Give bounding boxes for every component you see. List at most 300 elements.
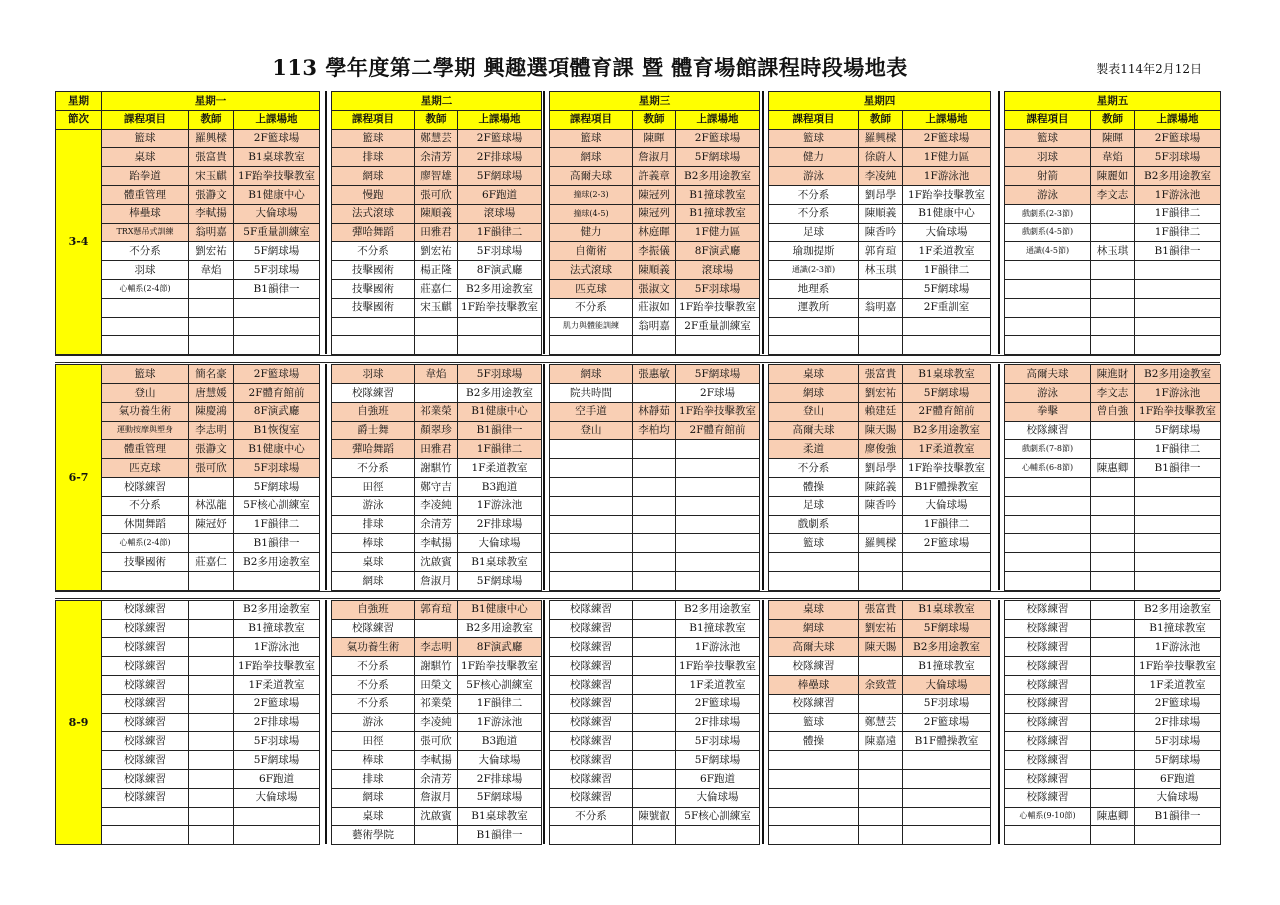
course-cell: 校隊練習 [1004, 656, 1091, 676]
teacher-cell: 翁明嘉 [632, 317, 676, 337]
venue-cell: 8F演武廳 [675, 241, 760, 261]
teacher-cell [858, 552, 903, 572]
teacher-cell: 顏翠珍 [414, 421, 458, 441]
venue-cell: 2F籃球場 [675, 129, 760, 149]
teacher-cell: 張可欣 [188, 458, 234, 478]
teacher-cell [1090, 713, 1135, 733]
course-cell: TRX懸吊式訓練 [101, 223, 189, 243]
course-cell [1004, 571, 1091, 591]
teacher-cell [1090, 298, 1135, 318]
teacher-cell [1090, 204, 1135, 224]
venue-cell [457, 317, 542, 337]
course-cell: 校隊練習 [549, 769, 633, 789]
teacher-cell [632, 825, 676, 845]
day-separator [325, 600, 327, 844]
course-cell: 校隊練習 [331, 619, 415, 639]
venue-cell: 1F跆拳技擊教室 [902, 458, 991, 478]
teacher-cell [632, 694, 676, 714]
course-cell: 院共時間 [549, 383, 633, 403]
teacher-cell [858, 825, 903, 845]
teacher-cell: 沈啟賓 [414, 807, 458, 827]
teacher-column-header: 教師 [858, 110, 903, 130]
teacher-cell: 沈啟賓 [414, 552, 458, 572]
venue-cell: B1韻律一 [457, 421, 542, 441]
teacher-cell: 陳銘義 [858, 477, 903, 497]
venue-cell: 2F籃球場 [902, 533, 991, 553]
course-cell: 瑜珈提斯 [768, 241, 859, 261]
block-divider [55, 355, 1220, 363]
venue-cell: B1韻律一 [1134, 241, 1221, 261]
day-header: 星期一 [101, 91, 320, 111]
venue-cell: B1桌球教室 [457, 552, 542, 572]
course-cell: 射箭 [1004, 166, 1091, 186]
venue-cell: 2F籃球場 [233, 129, 320, 149]
course-cell: 校隊練習 [549, 619, 633, 639]
course-cell [1004, 260, 1091, 280]
venue-cell: 1F韻律二 [233, 515, 320, 535]
venue-cell: B3跑道 [457, 477, 542, 497]
venue-column-header: 上課場地 [1134, 110, 1221, 130]
venue-cell [1134, 552, 1221, 572]
teacher-cell: 余清芳 [414, 515, 458, 535]
venue-cell: 大倫球場 [457, 533, 542, 553]
venue-cell: B2多用途教室 [233, 552, 320, 572]
teacher-cell [188, 477, 234, 497]
teacher-cell [632, 335, 676, 355]
course-cell [1004, 298, 1091, 318]
venue-cell: 1F游泳池 [1134, 637, 1221, 657]
course-cell [768, 788, 859, 808]
course-cell: 游泳 [1004, 185, 1091, 205]
teacher-cell: 陳嘉遠 [858, 731, 903, 751]
teacher-cell: 田榮文 [414, 675, 458, 695]
weekday-header: 星期 [55, 91, 102, 111]
teacher-cell [1090, 515, 1135, 535]
teacher-cell [1090, 335, 1135, 355]
venue-cell [1134, 279, 1221, 299]
teacher-cell: 林靜茹 [632, 402, 676, 422]
teacher-cell [1090, 750, 1135, 770]
course-cell [1004, 515, 1091, 535]
venue-cell: B1韻律一 [1134, 458, 1221, 478]
teacher-cell [188, 619, 234, 639]
teacher-cell: 陳香吟 [858, 496, 903, 516]
teacher-cell [632, 496, 676, 516]
venue-cell: 2F籃球場 [233, 364, 320, 384]
venue-cell: 6F跑道 [233, 769, 320, 789]
venue-cell: 大倫球場 [457, 750, 542, 770]
venue-cell: 1F跆拳技擊教室 [675, 656, 760, 676]
course-cell: 休閒舞蹈 [101, 515, 189, 535]
venue-cell: 1F跆拳技擊教室 [1134, 656, 1221, 676]
teacher-cell [188, 675, 234, 695]
teacher-cell [188, 656, 234, 676]
course-cell [768, 769, 859, 789]
course-cell: 田徑 [331, 731, 415, 751]
course-cell [768, 571, 859, 591]
course-cell [768, 750, 859, 770]
course-cell [549, 496, 633, 516]
venue-cell: B2多用途教室 [457, 383, 542, 403]
course-cell: 校隊練習 [101, 788, 189, 808]
venue-cell [233, 807, 320, 827]
venue-cell [1134, 298, 1221, 318]
teacher-cell [858, 515, 903, 535]
course-cell: 氣功養生術 [331, 637, 415, 657]
course-cell: 桌球 [331, 552, 415, 572]
teacher-cell [188, 600, 234, 620]
course-cell: 不分系 [549, 298, 633, 318]
venue-column-header: 上課場地 [902, 110, 991, 130]
venue-cell: 1F游泳池 [675, 637, 760, 657]
venue-cell: 1F跆拳技擊教室 [233, 656, 320, 676]
course-cell: 網球 [331, 788, 415, 808]
venue-cell: 2F體育館前 [675, 421, 760, 441]
teacher-cell: 李文志 [1090, 383, 1135, 403]
teacher-cell [1090, 694, 1135, 714]
teacher-cell: 羅興樑 [858, 129, 903, 149]
course-cell: 桌球 [331, 807, 415, 827]
course-cell: 技擊國術 [101, 552, 189, 572]
teacher-cell: 韋焰 [188, 260, 234, 280]
course-cell: 健力 [549, 223, 633, 243]
venue-cell: 1F柔道教室 [457, 458, 542, 478]
teacher-cell [632, 458, 676, 478]
course-cell: 排球 [331, 515, 415, 535]
course-cell: 自強班 [331, 600, 415, 620]
venue-cell: 1F韻律二 [1134, 439, 1221, 459]
teacher-cell: 張可欣 [414, 185, 458, 205]
teacher-cell: 劉宏祐 [414, 241, 458, 261]
day-separator [762, 600, 764, 844]
teacher-cell: 林泓龍 [188, 496, 234, 516]
teacher-cell [414, 317, 458, 337]
teacher-cell: 鄭慧芸 [414, 129, 458, 149]
venue-cell: 5F核心訓練室 [675, 807, 760, 827]
teacher-cell [858, 750, 903, 770]
venue-cell [675, 439, 760, 459]
course-cell: 網球 [549, 364, 633, 384]
course-cell: 校隊練習 [101, 731, 189, 751]
venue-cell [1134, 260, 1221, 280]
course-cell: 高爾夫球 [549, 166, 633, 186]
venue-cell: 1F柔道教室 [233, 675, 320, 695]
day-separator [543, 600, 545, 844]
teacher-column-header: 教師 [414, 110, 458, 130]
venue-cell: 1F韻律二 [1134, 204, 1221, 224]
teacher-cell: 張瀞文 [188, 185, 234, 205]
course-cell [549, 477, 633, 497]
venue-cell [902, 825, 991, 845]
course-cell: 不分系 [331, 656, 415, 676]
course-cell: 匹克球 [101, 458, 189, 478]
course-cell: 法式滾球 [331, 204, 415, 224]
course-cell: 網球 [768, 383, 859, 403]
course-cell: 校隊練習 [101, 675, 189, 695]
course-cell: 不分系 [331, 694, 415, 714]
course-cell: 校隊練習 [549, 788, 633, 808]
course-cell [768, 807, 859, 827]
course-cell: 登山 [768, 402, 859, 422]
venue-cell: 5F網球場 [902, 619, 991, 639]
teacher-cell [188, 750, 234, 770]
course-cell [768, 825, 859, 845]
venue-cell: B1健康中心 [233, 185, 320, 205]
day-header: 星期四 [768, 91, 991, 111]
venue-cell: 1F柔道教室 [1134, 675, 1221, 695]
venue-cell [902, 769, 991, 789]
venue-cell [902, 552, 991, 572]
teacher-cell [1090, 769, 1135, 789]
venue-cell: 2F排球場 [675, 713, 760, 733]
venue-cell: 1F跆拳技擊教室 [1134, 402, 1221, 422]
venue-cell: B2多用途教室 [902, 637, 991, 657]
venue-cell: 5F羽球場 [233, 458, 320, 478]
venue-cell: 5F重量訓練室 [233, 223, 320, 243]
teacher-cell: 詹淑月 [414, 788, 458, 808]
venue-cell [675, 533, 760, 553]
venue-cell: B1韻律一 [457, 825, 542, 845]
venue-cell: 1F游泳池 [233, 637, 320, 657]
venue-cell: B1健康中心 [457, 402, 542, 422]
course-cell: 校隊練習 [1004, 637, 1091, 657]
teacher-cell: 祁業榮 [414, 402, 458, 422]
teacher-cell [1090, 279, 1135, 299]
venue-cell: 1F韻律二 [457, 223, 542, 243]
teacher-cell: 劉宏祐 [858, 383, 903, 403]
teacher-cell [188, 533, 234, 553]
teacher-cell: 李文志 [1090, 185, 1135, 205]
venue-cell [233, 571, 320, 591]
course-cell [1004, 552, 1091, 572]
teacher-cell: 祁業榮 [414, 694, 458, 714]
teacher-cell: 簡名豪 [188, 364, 234, 384]
venue-cell: 5F網球場 [1134, 750, 1221, 770]
teacher-cell: 李凌純 [858, 166, 903, 186]
course-cell [768, 552, 859, 572]
teacher-cell [1090, 317, 1135, 337]
venue-cell: 1F柔道教室 [902, 241, 991, 261]
venue-cell: 6F跑道 [675, 769, 760, 789]
teacher-cell: 劉宏祐 [188, 241, 234, 261]
teacher-cell: 羅興樑 [188, 129, 234, 149]
day-separator [998, 364, 1000, 590]
course-cell: 技擊國術 [331, 298, 415, 318]
venue-cell: 1F跆拳技擊教室 [457, 298, 542, 318]
teacher-cell [1090, 552, 1135, 572]
teacher-cell: 張富貴 [858, 364, 903, 384]
venue-cell [1134, 533, 1221, 553]
venue-cell: 1F游泳池 [457, 496, 542, 516]
course-cell: 籃球 [1004, 129, 1091, 149]
teacher-cell: 宋玉麒 [414, 298, 458, 318]
course-cell: 羽球 [1004, 147, 1091, 167]
teacher-cell: 唐慧媛 [188, 383, 234, 403]
course-column-header: 課程項目 [1004, 110, 1091, 130]
day-header: 星期五 [1004, 91, 1221, 111]
course-cell: 籃球 [331, 129, 415, 149]
course-cell: 氣功養生術 [101, 402, 189, 422]
venue-cell: 5F羽球場 [233, 260, 320, 280]
course-cell: 運動按摩與塑身 [101, 421, 189, 441]
venue-cell [1134, 496, 1221, 516]
venue-cell [233, 298, 320, 318]
venue-cell: 2F球場 [675, 383, 760, 403]
teacher-cell: 李凌純 [414, 496, 458, 516]
venue-cell [675, 825, 760, 845]
course-cell: 不分系 [768, 204, 859, 224]
course-cell [101, 335, 189, 355]
teacher-cell: 謝騏竹 [414, 458, 458, 478]
course-cell [549, 515, 633, 535]
course-cell: 校隊練習 [1004, 750, 1091, 770]
venue-cell: 1F健力區 [902, 147, 991, 167]
course-cell: 不分系 [331, 458, 415, 478]
course-cell: 心輔系(9-10節) [1004, 807, 1091, 827]
teacher-cell: 陳號叡 [632, 807, 676, 827]
course-cell: 校隊練習 [101, 637, 189, 657]
teacher-cell: 郭育瑄 [858, 241, 903, 261]
teacher-cell: 莊嘉仁 [414, 279, 458, 299]
venue-cell: 8F演武廳 [457, 260, 542, 280]
teacher-cell: 廖智雄 [414, 166, 458, 186]
venue-cell: 2F排球場 [457, 769, 542, 789]
teacher-cell [632, 515, 676, 535]
venue-cell [233, 317, 320, 337]
venue-cell: 2F籃球場 [675, 694, 760, 714]
venue-cell: 5F羽球場 [675, 279, 760, 299]
venue-cell: 大倫球場 [233, 204, 320, 224]
venue-cell: 2F排球場 [233, 713, 320, 733]
teacher-cell: 陳進財 [1090, 364, 1135, 384]
venue-cell: 1F韻律二 [902, 260, 991, 280]
venue-cell [902, 750, 991, 770]
course-cell: 游泳 [331, 713, 415, 733]
course-cell: 桌球 [101, 147, 189, 167]
teacher-cell: 陳冠列 [632, 185, 676, 205]
course-cell: 不分系 [549, 807, 633, 827]
teacher-cell: 張可欣 [414, 731, 458, 751]
teacher-cell: 韋焰 [1090, 147, 1135, 167]
teacher-cell [632, 477, 676, 497]
course-cell: 校隊練習 [768, 694, 859, 714]
course-cell: 高爾夫球 [768, 421, 859, 441]
venue-cell: 1F跆拳技擊教室 [902, 185, 991, 205]
teacher-cell: 陳冠妤 [188, 515, 234, 535]
teacher-cell: 陳天賜 [858, 421, 903, 441]
venue-cell: B1撞球教室 [233, 619, 320, 639]
course-cell: 體重管理 [101, 185, 189, 205]
teacher-cell [858, 317, 903, 337]
teacher-cell [1090, 675, 1135, 695]
venue-cell: B2多用途教室 [902, 421, 991, 441]
teacher-cell [858, 807, 903, 827]
course-cell [549, 533, 633, 553]
teacher-cell [188, 807, 234, 827]
course-cell: 法式滾球 [549, 260, 633, 280]
course-cell: 肌力與體能訓練 [549, 317, 633, 337]
course-cell: 校隊練習 [549, 600, 633, 620]
venue-cell: B2多用途教室 [1134, 600, 1221, 620]
venue-cell: 5F羽球場 [233, 731, 320, 751]
course-column-header: 課程項目 [331, 110, 415, 130]
course-cell: 校隊練習 [1004, 769, 1091, 789]
venue-cell: 5F網球場 [233, 241, 320, 261]
venue-cell: 2F重量訓練室 [675, 317, 760, 337]
teacher-cell: 劉昂學 [858, 458, 903, 478]
course-cell: 不分系 [331, 675, 415, 695]
course-cell: 游泳 [1004, 383, 1091, 403]
teacher-cell: 陳順義 [632, 260, 676, 280]
course-cell [768, 317, 859, 337]
course-cell: 彈哈舞蹈 [331, 439, 415, 459]
period-label: 3-4 [55, 129, 102, 356]
teacher-cell [188, 335, 234, 355]
venue-cell: B1韻律一 [1134, 807, 1221, 827]
day-separator [998, 91, 1000, 354]
course-cell: 體重管理 [101, 439, 189, 459]
venue-cell: B1桌球教室 [902, 600, 991, 620]
teacher-cell: 廖俊強 [858, 439, 903, 459]
venue-cell: 2F籃球場 [233, 694, 320, 714]
teacher-cell: 林庭暉 [632, 223, 676, 243]
venue-cell: 1F游泳池 [457, 713, 542, 733]
venue-cell: B2多用途教室 [457, 619, 542, 639]
venue-cell [675, 496, 760, 516]
teacher-cell [1090, 825, 1135, 845]
venue-cell: B1韻律一 [233, 533, 320, 553]
venue-cell: 大倫球場 [902, 675, 991, 695]
teacher-cell: 陳暉 [632, 129, 676, 149]
course-column-header: 課程項目 [768, 110, 859, 130]
course-cell: 運教所 [768, 298, 859, 318]
course-cell: 校隊練習 [549, 694, 633, 714]
teacher-cell [1090, 731, 1135, 751]
venue-cell: B1撞球教室 [675, 619, 760, 639]
teacher-cell [1090, 571, 1135, 591]
teacher-cell: 田雅君 [414, 439, 458, 459]
teacher-cell: 陳麗如 [1090, 166, 1135, 186]
teacher-cell: 韋焰 [414, 364, 458, 384]
venue-cell [1134, 825, 1221, 845]
venue-cell [902, 807, 991, 827]
venue-cell: B1F體操教室 [902, 731, 991, 751]
teacher-cell: 許義章 [632, 166, 676, 186]
venue-cell: 大倫球場 [902, 496, 991, 516]
venue-cell [675, 477, 760, 497]
course-cell: 羽球 [331, 364, 415, 384]
teacher-cell [188, 825, 234, 845]
course-cell: 校隊練習 [1004, 675, 1091, 695]
teacher-cell [414, 335, 458, 355]
teacher-cell: 翁明嘉 [188, 223, 234, 243]
course-cell [1004, 317, 1091, 337]
venue-cell [902, 571, 991, 591]
course-cell: 校隊練習 [331, 383, 415, 403]
teacher-cell: 李軾揚 [188, 204, 234, 224]
teacher-cell [632, 637, 676, 657]
venue-cell: 5F網球場 [1134, 421, 1221, 441]
teacher-cell [188, 788, 234, 808]
course-cell: 慢跑 [331, 185, 415, 205]
teacher-cell [1090, 788, 1135, 808]
venue-cell: 1F跆拳技擊教室 [675, 298, 760, 318]
venue-cell: 5F網球場 [233, 750, 320, 770]
course-cell: 自衛術 [549, 241, 633, 261]
course-cell: 跆拳道 [101, 166, 189, 186]
course-cell [1004, 533, 1091, 553]
course-cell: 健力 [768, 147, 859, 167]
